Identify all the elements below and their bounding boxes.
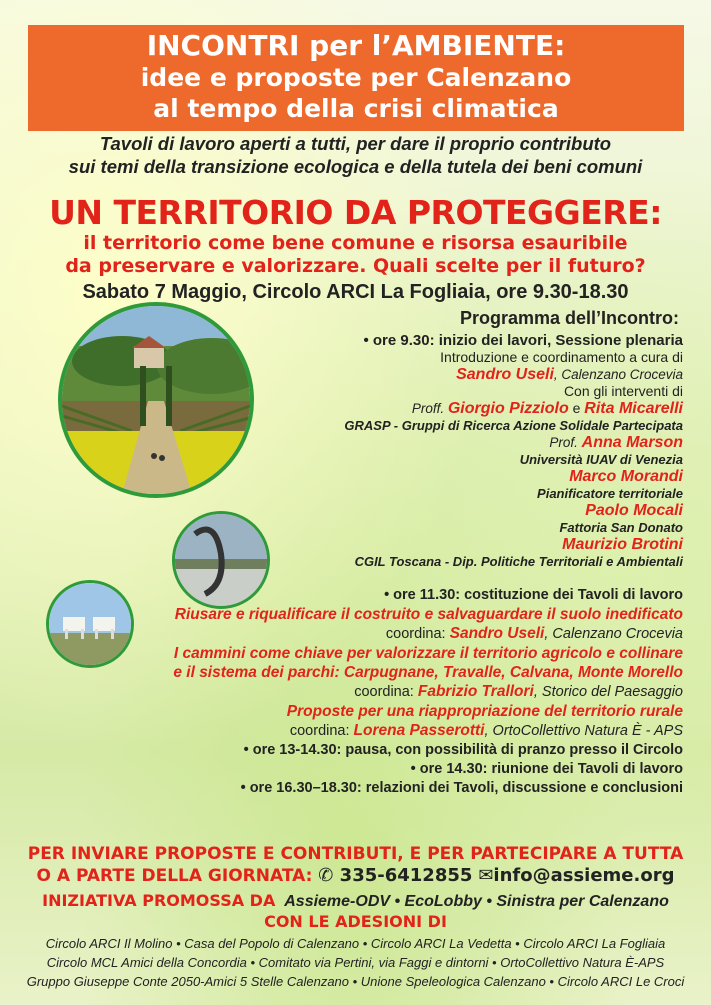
- lunch-break: • ore 13-14.30: pausa, con possibilità di pranzo presso il Circolo: [243, 742, 683, 758]
- speaker-line-3: [213, 434, 683, 451]
- work-tables: [83, 586, 683, 798]
- table-2-title-1: I cammini come chiave per valorizzare il territorio agricolo e collinare: [173, 645, 683, 662]
- coordina-label: coordina:: [354, 684, 418, 700]
- promo-label: INIZIATIVA PROMOSSA DA: [42, 891, 276, 910]
- banner-line-2: idee e proposte per Calenzano: [140, 63, 572, 92]
- speaker-1-org: GRASP - Gruppi di Ricerca Azione Solidale Partecipata: [344, 418, 683, 433]
- coordina-label: coordina:: [385, 626, 450, 642]
- header-banner: [28, 25, 684, 131]
- speaker-3-prefix: Prof.: [549, 435, 582, 450]
- table-3-coord: [83, 721, 683, 741]
- banner-line-3: al tempo della crisi climatica: [153, 94, 559, 123]
- program-list: [213, 332, 683, 570]
- table-2-title-2: e il sistema dei parchi: Carpugnane, Travalle, Calvana, Monte Morello: [173, 664, 683, 681]
- speaker-4-name: Marco Morandi: [569, 468, 683, 485]
- promoters: [0, 891, 711, 932]
- program-heading: Programma dell’Incontro:: [459, 308, 679, 328]
- speaker-3-org: Università IUAV di Venezia: [519, 452, 683, 467]
- subtitle-line-1: il territorio come bene comune e risorsa esauribile: [83, 232, 628, 254]
- speaker-1-name: Giorgio Pizziolo: [447, 400, 569, 417]
- speaker-3-name: Anna Marson: [581, 434, 683, 451]
- intro-line-1: Tavoli di lavoro aperti a tutti, per dare il proprio contributo: [99, 133, 612, 154]
- speaker-2-name: Rita Micarelli: [584, 400, 683, 417]
- program-opening: • ore 9.30: inizio dei lavori, Sessione plenaria: [363, 332, 683, 349]
- table-3-title: Proposte per una riappropriazione del territorio rurale: [286, 703, 683, 720]
- contribute-line-2-text: O A PARTE DELLA GIORNATA:: [36, 866, 313, 886]
- subtitle-line-2: da preservare e valorizzare. Quali scelte per il futuro?: [65, 255, 646, 277]
- closing-session: • ore 16.30–18.30: relazioni dei Tavoli, discussione e conclusioni: [240, 780, 683, 796]
- table-1-coord-org: , Calenzano Crocevia: [544, 626, 683, 642]
- speaker-4-org: Pianificatore territoriale: [537, 486, 683, 501]
- table-2-coord-org: , Storico del Paesaggio: [533, 684, 683, 700]
- adesioni-line-3: Gruppo Giuseppe Conte 2050-Amici 5 Stelle Calenzano • Unione Speleologica Calenzano • Circolo ARCI Le Croci: [26, 974, 685, 989]
- phone-icon: ✆: [318, 865, 334, 886]
- coordina-label: coordina:: [289, 723, 354, 739]
- table-2-coord-name: Fabrizio Trallori: [417, 683, 534, 700]
- adhesions-list: [0, 934, 711, 991]
- table-1-title: Riusare e riqualificare il costruito e salvaguardare il suolo inedificato: [174, 606, 683, 623]
- speaker-5-org: Fattoria San Donato: [559, 520, 683, 535]
- speaker-1-prefix: Proff.: [411, 401, 448, 416]
- coordinator-name: Sandro Useli: [456, 366, 554, 383]
- email-contact[interactable]: [478, 865, 674, 886]
- table-1-coord-name: Sandro Useli: [449, 625, 545, 642]
- program-coordinator: [213, 366, 683, 383]
- adesioni-line-1: Circolo ARCI Il Molino • Casa del Popolo di Calenzano • Circolo ARCI La Vedetta • Circolo ARCI La Fogliaia: [45, 936, 666, 951]
- contribute-line-1: PER INVIARE PROPOSTE E CONTRIBUTI, E PER PARTECIPARE A TUTTA: [27, 844, 684, 864]
- program-with-text: Con gli interventi di: [563, 383, 683, 399]
- envelope-icon: ✉: [478, 865, 494, 886]
- table-1-coord: [83, 624, 683, 644]
- date-line: Sabato 7 Maggio, Circolo ARCI La Fogliaia, ore 9.30-18.30: [82, 281, 629, 303]
- contribute-info: [0, 844, 711, 887]
- tables-reunion: • ore 14.30: riunione dei Tavoli di lavoro: [410, 761, 683, 777]
- phone-contact[interactable]: [318, 865, 472, 886]
- table-2-coord: [83, 682, 683, 702]
- coordinator-org: , Calenzano Crocevia: [553, 367, 683, 382]
- program-intro-text: Introduzione e coordinamento a cura di: [440, 349, 683, 365]
- subtitle: [0, 232, 711, 278]
- speaker-and: e: [568, 400, 585, 416]
- table-3-coord-name: Lorena Passerotti: [353, 722, 485, 739]
- speaker-6-name: Maurizio Brotini: [562, 536, 683, 553]
- main-title: UN TERRITORIO DA PROTEGGERE:: [49, 193, 662, 232]
- promoters-line: [0, 891, 711, 912]
- speaker-line-1: [213, 400, 683, 417]
- speaker-5-name: Paolo Mocali: [585, 502, 683, 519]
- contribute-line-2: [0, 865, 711, 887]
- phone-number: 335-6412855: [339, 865, 473, 886]
- intro-text: [0, 132, 711, 178]
- speaker-6-org: CGIL Toscana - Dip. Politiche Territoriali e Ambientali: [354, 554, 683, 569]
- adesioni-label: CON LE ADESIONI DI: [264, 912, 447, 931]
- banner-line-1: INCONTRI per l’AMBIENTE:: [146, 29, 566, 62]
- tables-start: • ore 11.30: costituzione dei Tavoli di lavoro: [384, 587, 683, 603]
- promo-orgs: Assieme-ODV • EcoLobby • Sinistra per Calenzano: [284, 893, 669, 910]
- adesioni-line-2: Circolo MCL Amici della Concordia • Comitato via Pertini, via Faggi e dintorni • OrtoCollettivo Natura È-APS: [46, 955, 665, 970]
- email-address: info@assieme.org: [493, 865, 675, 886]
- intro-line-2: sui temi della transizione ecologica e della tutela dei beni comuni: [68, 156, 643, 177]
- table-3-coord-org: , OrtoCollettivo Natura È - APS: [484, 723, 683, 739]
